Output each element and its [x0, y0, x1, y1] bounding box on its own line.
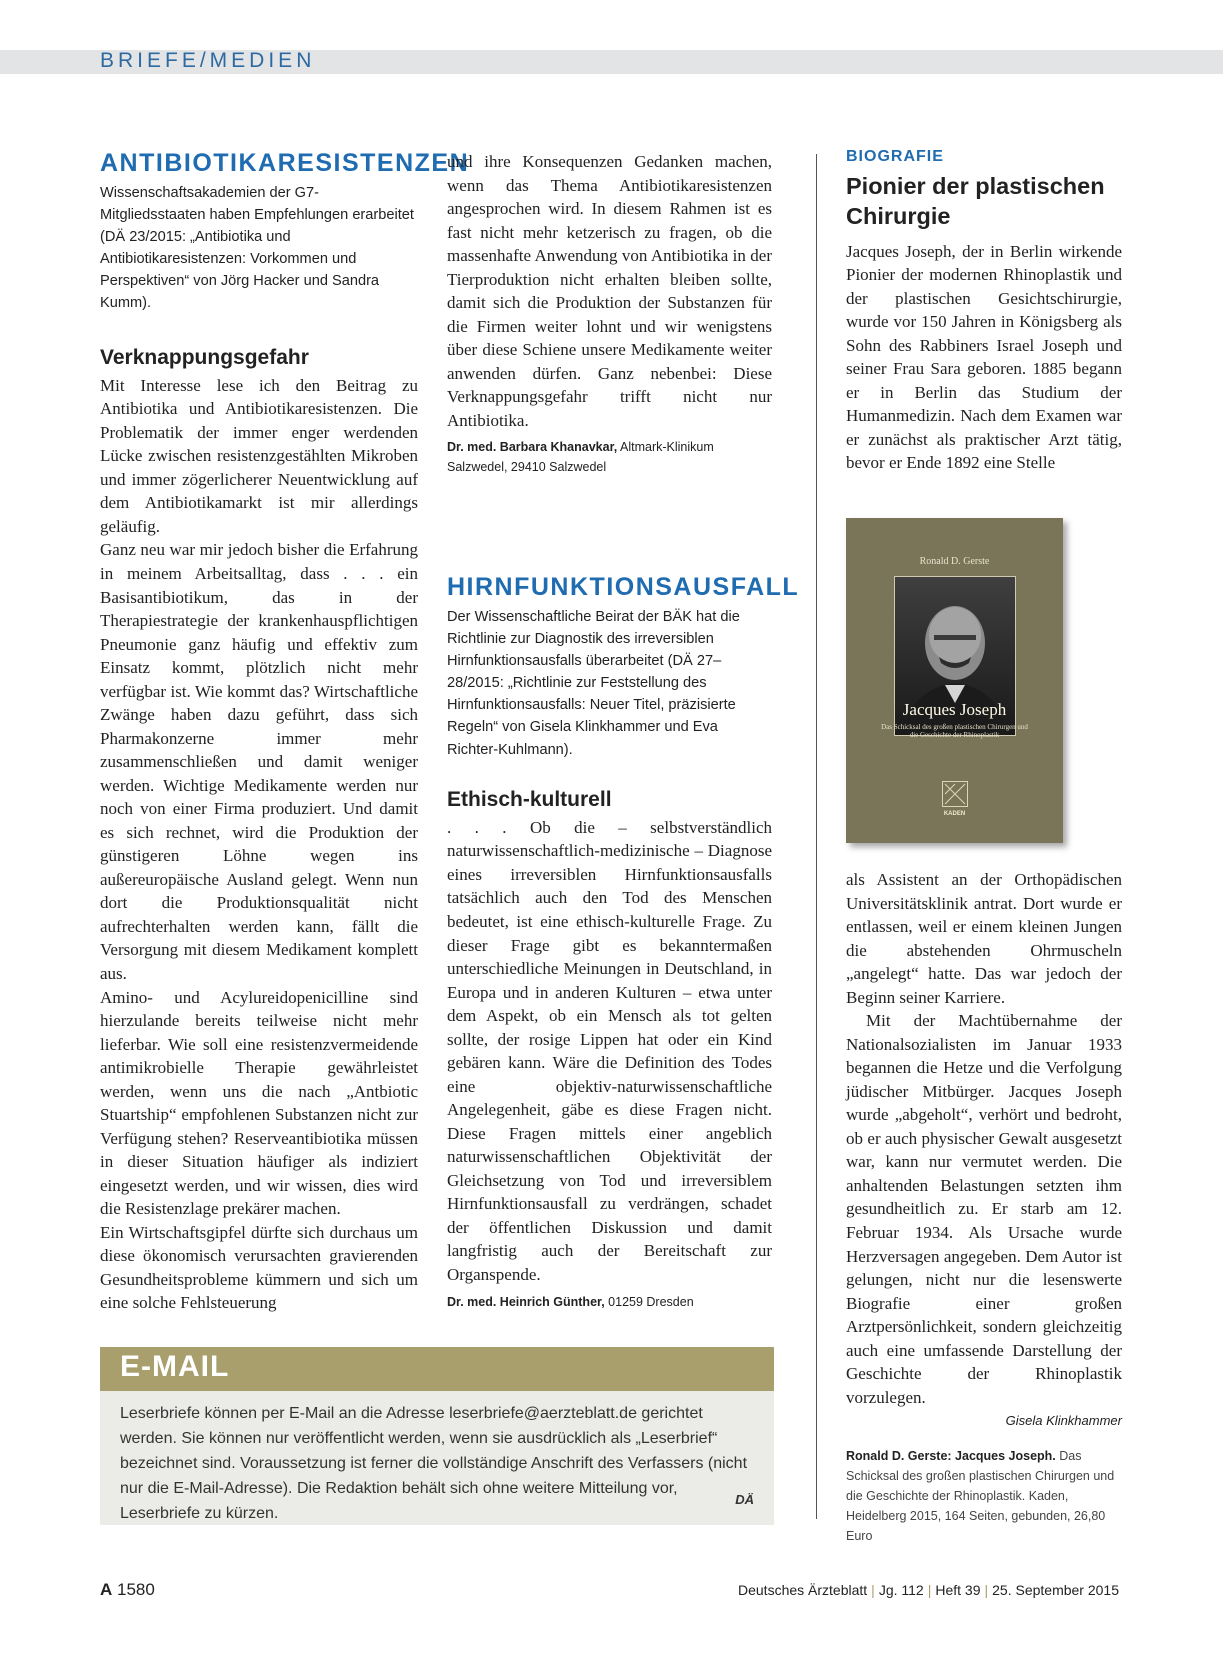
article-subhead: Ethisch-kulturell: [447, 787, 612, 811]
article-paragraph: Ein Wirtschaftsgipfel dürfte sich durchaus um diese ökonomisch verursachten gravierenden Gesundheitsprobleme kümmern und sich um eine solche Fehlsteuerung: [100, 1222, 418, 1313]
article-lead: Wissenschaftsakademien der G7-Mitgliedsstaaten haben Empfehlungen erarbeitet (DÄ 23/2015: „Antibiotika und Antibiotikaresistenzen: Vorkommen und Perspektiven“ von Jörg Hacker und Sandra Kumm).: [100, 184, 414, 312]
page-number-value: 1580: [117, 1580, 155, 1599]
article-hirnfunktion: [447, 573, 800, 1312]
cover-publisher: KADEN: [943, 811, 966, 817]
article-subhead: Verknappungsgefahr: [100, 345, 309, 369]
article-paragraph: und ihre Konsequenzen Gedanken machen, wenn das Thema Antibiotikaresistenzen angesprochen wird. In diesem Rahmen ist es fast nicht mehr ketzerisch zu fragen, ob die massenhafte Anwendung von Antibiotika in der Tierproduktion nicht erhalten bleiben sollte, damit sich die Produktion der Substanzen für die Firmen weiter lohnt und wir wenigstens über diese Schiene unsere Medikamente weiter anwenden dürfen. Ganz nebenbei: Diese Verknappungsgefahr trifft nicht nur Antibiotika.: [447, 152, 772, 430]
email-box-signature: DÄ: [735, 1492, 754, 1507]
publisher-logo: [942, 781, 968, 807]
biography-review-continued: [846, 868, 1122, 1546]
article-kicker: HIRNFUNKTIONSAUSFALL: [447, 573, 800, 601]
section-title: BRIEFE/MEDIEN: [100, 49, 316, 72]
column-divider: [816, 154, 817, 1519]
book-reference-details: Das Schicksal des großen plastischen Chirurgen und die Geschichte der Rhinoplastik. Kaden, Heidelberg 2015, 164 Seiten, gebunden, 26,80 Euro: [846, 1449, 1115, 1544]
cover-author: Ronald D. Gerste: [919, 556, 990, 567]
article-kicker: ANTIBIOTIKARESISTENZEN: [100, 149, 470, 177]
article-paragraph: . . . Ob die – selbstverständlich naturwissenschaftlich-medizinische – Diagnose eines irreversiblen Hirnfunktionsausfalls tatsächlich auch den Tod des Menschen bedeutet, ist eine ethisch-kulturelle Frage. Zu dieser Frage gibt es bekanntermaßen unterschiedliche Meinungen in Deutschland, in Europa und in anderen Kulturen – etwa unter dem Aspekt, ob ein Mensch als tot gelten sollte, der rosige Lippen hat oder ein Kind gebären kann. Wäre die Definition des Todes eine objektiv-naturwissenschaftliche Angelegenheit, gäbe es diese Fragen nicht. Diese Fragen mittels einer angeblich naturwissenschaftlichen Objektivität der Gleichsetzung von Tod und irreversiblem Hirnfunktionsausfall zu verdrängen, schadet der öffentlichen Diskussion und damit langfristig auch der Bereitschaft zur Organspende.: [447, 817, 772, 1284]
author-signature: [447, 1293, 772, 1312]
author-signature: [447, 438, 772, 477]
article-antibiotika-continued: [447, 150, 772, 477]
biography-paragraph: Jacques Joseph, der in Berlin wirkende Pionier der modernen Rhinoplastik und der plastischen Gesichtschirurgie, wurde vor 150 Jahren in Königsberg als Sohn des Rabbiners Israel Joseph und seiner Frau Sara geboren. 1885 begann er in Berlin das Studium der Humanmedizin. Nach dem Examen war er zunächst als praktischer Arzt tätig, bevor er Ende 1892 eine Stelle: [846, 241, 1122, 473]
article-paragraph: Ganz neu war mir jedoch bisher die Erfahrung in meinem Arbeitsalltag, dass . . . ein Basisantibiotikum, das in der Therapiestrategie der krankenhauspflichtigen Pneumonie ganz häufig und effektiv zum Einsatz kommt, plötzlich nicht mehr verfügbar ist. Wie kommt das? Wirtschaftliche Zwänge haben dazu geführt, dass sich Pharmakonzerne immer mehr zusammenschließen und damit weniger werden. Wichtige Medikamente werden nur noch von einer Firma produziert. Und damit es sich rechnet, wird die Produktion der günstigeren Löhne wegen ins außereuropäische Ausland gelegt. Wenn nun dort die Produktionsqualität nicht aufrechterhalten werden kann, fällt die Versorgung mit diesem Medikament komplett aus.: [100, 540, 418, 983]
reviewer-name: Gisela Klinkhammer: [1005, 1413, 1122, 1429]
email-box-text: Leserbriefe können per E-Mail an die Adresse leserbriefe@aerzteblatt.de gerichtet werden. Sie können nur veröffentlicht werden, wenn sie ausdrücklich als „Leserbrief“ bezeichnet sind. Voraussetzung ist ferner die vollständige Anschrift des Verfassers (nicht nur die E-Mail-Adresse). Die Redaktion behält sich ohne weitere Mitteilung vor, Leserbriefe zu kürzen.: [120, 1405, 748, 1523]
article-paragraph: Mit Interesse lese ich den Beitrag zu Antibiotika und Antibiotikaresistenzen. Die Problematik der immer enger werdenden Lücke zwischen resistenzgestählten Mikroben und immer zögerlicherer Neuentwicklung auf dem Antibiotikamarkt ist mir allerdings geläufig.: [100, 375, 418, 536]
cover-subtitle: Das Schicksal des großen plastischen Chirurgen und die Geschichte der Rhinoplastik: [881, 723, 1028, 740]
article-lead: Der Wissenschaftliche Beirat der BÄK hat die Richtlinie zur Diagnostik des irreversiblen Hirnfunktionsausfalls überarbeitet (DÄ 27–28/2015: „Richtlinie zur Feststellung des Hirnfunktionsausfalls: Neuer Titel, präzisierte Regeln“ von Gisela Klinkhammer und Eva Richter-Kuhlmann).: [447, 608, 740, 758]
author-affiliation: Altmark-Klinikum Salzwedel, 29410 Salzwedel: [447, 440, 714, 474]
biography-kicker: BIOGRAFIE: [846, 148, 944, 165]
journal-volume: Jg. 112: [878, 1582, 924, 1598]
page-letter: A: [100, 1580, 113, 1599]
book-reference-title: Ronald D. Gerste: Jacques Joseph.: [846, 1449, 1056, 1464]
biography-review: [846, 148, 1122, 475]
article-paragraph: Amino- und Acylureidopenicilline sind hierzulande bereits teilweise nicht mehr lieferbar. Wie soll eine resistenzvermeidende antimikrobielle Therapie gewährleistet werden, wenn uns die nach „Antbiotic Stuartship“ empfohlenen Substanzen nicht zur Verfügung stehen? Reserveantibiotika müssen in dieser Situation häufiger als indiziert eingesetzt werden, und wir wissen, dies wird die Resistenzlage prekärer machen.: [100, 987, 418, 1219]
journal-name: Deutsches Ärzteblatt: [738, 1582, 868, 1598]
biography-title: Pionier der plastischen Chirurgie: [846, 173, 1105, 229]
book-reference: [846, 1446, 1122, 1546]
biography-paragraph: Mit der Machtübernahme der Nationalsozialisten im Januar 1933 begannen die Hetze und die Verfolgung jüdischer Mitbürger. Jacques Joseph wurde „abgeholt“, verhört und bedroht, ob er auch physischer Gewalt ausgesetzt war, kann nur vermutet werden. Die anhaltenden Belastungen setzten ihm gesundheitlich zu. Er starb am 12. Februar 1934. Als Ursache wurde Herzversagen angegeben. Dem Autor ist gelungen, nicht nur die lesenswerte Biografie einer großen Arztpersönlichkeit, sondern gleichzeitig auch eine umfassende Darstellung der Geschichte der Rhinoplastik vorzulegen.: [846, 1011, 1122, 1407]
author-name: Dr. med. Barbara Khanavkar,: [447, 440, 618, 455]
journal-issue: Heft 39: [935, 1582, 981, 1598]
author-affiliation: 01259 Dresden: [604, 1294, 694, 1309]
journal-info: Deutsches Ärzteblatt | Jg. 112 | Heft 39 | 25. September 2015: [738, 1582, 1119, 1598]
email-info-box: [100, 1347, 774, 1525]
book-cover-image: [846, 518, 1063, 843]
journal-date: 25. September 2015: [992, 1582, 1119, 1598]
email-box-title: E-MAIL: [120, 1350, 230, 1383]
page-number: [100, 1580, 155, 1600]
author-name: Dr. med. Heinrich Günther,: [447, 1294, 605, 1309]
article-antibiotika: [100, 149, 470, 1315]
cover-title: Jacques Joseph: [902, 700, 1007, 719]
email-box-header: [100, 1347, 774, 1391]
biography-paragraph: als Assistent an der Orthopädischen Universitätsklinik antrat. Dort wurde er entlassen, weil er einem kleinen Jungen die abstehenden Ohrmuscheln „angelegt“ hatte. Das war jedoch der Beginn seiner Karriere.: [846, 870, 1122, 1007]
